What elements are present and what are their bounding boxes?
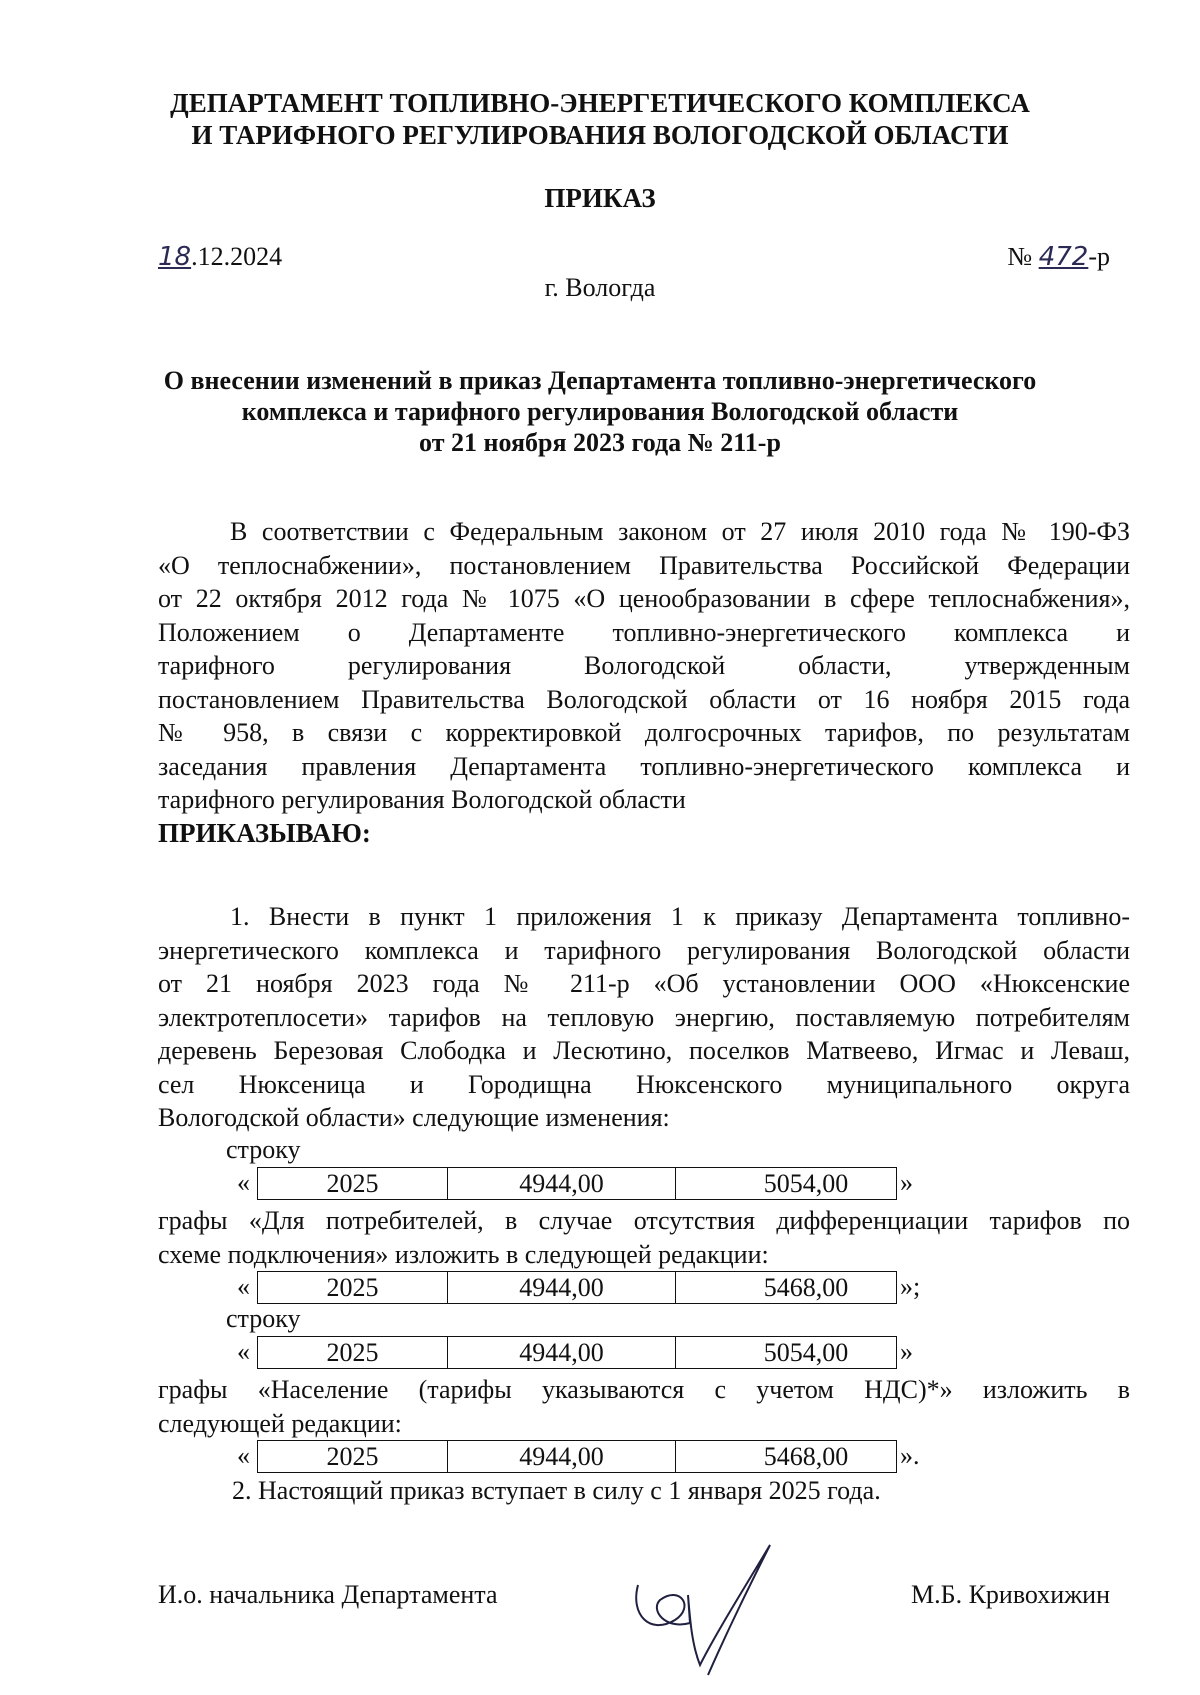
quote-close: »: [900, 1337, 913, 1366]
item-1-line: сел Нюксеница и Городищна Нюксенского муниципального округа: [158, 1069, 1130, 1099]
preamble-line: Положением о Департаменте топливно-энергетического комплекса и: [158, 617, 1130, 647]
table-row: [257, 1167, 897, 1200]
item-1-line: электротеплосети» тарифов на тепловую энергию, поставляемую потребителям: [158, 1002, 1130, 1032]
quote-open: «: [237, 1441, 250, 1470]
subject-line-3: от 21 ноября 2023 года № 211-р: [419, 428, 781, 457]
handwritten-signature: [620, 1525, 790, 1690]
preamble-line: тарифного регулирования Вологодской области: [158, 785, 686, 814]
row-label: строку: [226, 1135, 301, 1164]
table-cell-value-2: 5468,00: [763, 1442, 849, 1471]
column-text-line: графы «Для потребителей, в случае отсутствия дифференциации тарифов по: [158, 1206, 1130, 1235]
table-row: [257, 1336, 897, 1369]
document-type: ПРИКАЗ: [544, 183, 656, 213]
item-1-line: от 21 ноября 2023 года № 211-р «Об установлении ООО «Нюксенские: [158, 969, 1130, 998]
preamble-line: заседания правления Департамента топливно-энергетического комплекса и: [158, 751, 1130, 781]
city: г. Вологда: [544, 273, 656, 302]
preamble-line: «О теплоснабжении», постановлением Правительства Российской Федерации: [158, 550, 1130, 580]
order-word: ПРИКАЗЫВАЮ:: [158, 818, 371, 848]
document-number: [1007, 242, 1110, 272]
table-cell-value-1: 4944,00: [448, 1168, 676, 1199]
column-text-1: [158, 1204, 1130, 1271]
date-day-handwritten: 18: [158, 242, 192, 272]
item-1-line: деревень Березовая Слободка и Лесютино, поселков Матвеево, Игмас и Леваш,: [158, 1036, 1130, 1065]
column-text-line: следующей редакции:: [158, 1408, 402, 1438]
table-row: [257, 1440, 897, 1473]
quote-open: «: [237, 1272, 250, 1301]
item-2: 2. Настоящий приказ вступает в силу с 1 января 2025 года.: [232, 1476, 881, 1505]
column-text-line: схеме подключения» изложить в следующей редакции:: [158, 1239, 769, 1269]
item-1-line: энергетического комплекса и тарифного регулирования Вологодской области: [158, 935, 1130, 965]
preamble: [158, 515, 1130, 817]
department-name-line-2: И ТАРИФНОГО РЕГУЛИРОВАНИЯ ВОЛОГОДСКОЙ ОБЛАСТИ: [191, 120, 1009, 150]
table-cell-value-2: 5054,00: [763, 1169, 849, 1198]
quote-open: «: [237, 1337, 250, 1366]
preamble-line: от 22 октября 2012 года № 1075 «О ценообразовании в сфере теплоснабжения»,: [158, 584, 1130, 613]
signatory-position: И.о. начальника Департамента: [158, 1580, 498, 1609]
item-1-line: 1. Внести в пункт 1 приложения 1 к приказу Департамента топливно-: [230, 902, 1130, 931]
preamble-line: тарифного регулирования Вологодской области, утвержденным: [158, 651, 1130, 680]
number-handwritten: 472: [1038, 242, 1089, 272]
number-prefix: №: [1007, 242, 1033, 271]
table-cell-value-1: 4944,00: [448, 1272, 676, 1303]
subject-line-2: комплекса и тарифного регулирования Вологодской области: [241, 397, 959, 426]
item-1-line: Вологодской области» следующие изменения:: [158, 1103, 670, 1132]
table-cell-value-1: 4944,00: [448, 1337, 676, 1368]
date-rest: .12.2024: [191, 242, 283, 271]
table-cell-year: 2025: [258, 1337, 448, 1368]
number-suffix: -р: [1088, 242, 1110, 271]
signatory-name: М.Б. Кривохижин: [911, 1580, 1110, 1609]
table-cell-value-2: 5468,00: [763, 1273, 849, 1302]
preamble-line: № 958, в связи с корректировкой долгосрочных тарифов, по результатам: [158, 718, 1130, 747]
department-name-line-1: ДЕПАРТАМЕНТ ТОПЛИВНО-ЭНЕРГЕТИЧЕСКОГО КОМПЛЕКСА: [170, 88, 1030, 118]
row-label: строку: [226, 1304, 301, 1333]
quote-close: »: [900, 1168, 913, 1197]
quote-close: ».: [900, 1441, 920, 1470]
column-text-2: [158, 1373, 1130, 1440]
subject-line-1: О внесении изменений в приказ Департамента топливно-энергетического: [163, 366, 1037, 395]
document-date: [158, 242, 282, 272]
column-text-line: графы «Население (тарифы указываются с учетом НДС)*» изложить в: [158, 1375, 1130, 1404]
table-cell-value-2: 5054,00: [763, 1338, 849, 1367]
preamble-line: постановлением Правительства Вологодской области от 16 ноября 2015 года: [158, 684, 1130, 714]
table-cell-year: 2025: [258, 1441, 448, 1472]
item-1: [158, 900, 1130, 1135]
preamble-line: В соответствии с Федеральным законом от 27 июля 2010 года № 190-ФЗ: [230, 517, 1130, 546]
table-cell-year: 2025: [258, 1168, 448, 1199]
table-row: [257, 1271, 897, 1304]
table-cell-year: 2025: [258, 1272, 448, 1303]
table-cell-value-1: 4944,00: [448, 1441, 676, 1472]
quote-open: «: [237, 1168, 250, 1197]
quote-close: »;: [900, 1272, 921, 1301]
